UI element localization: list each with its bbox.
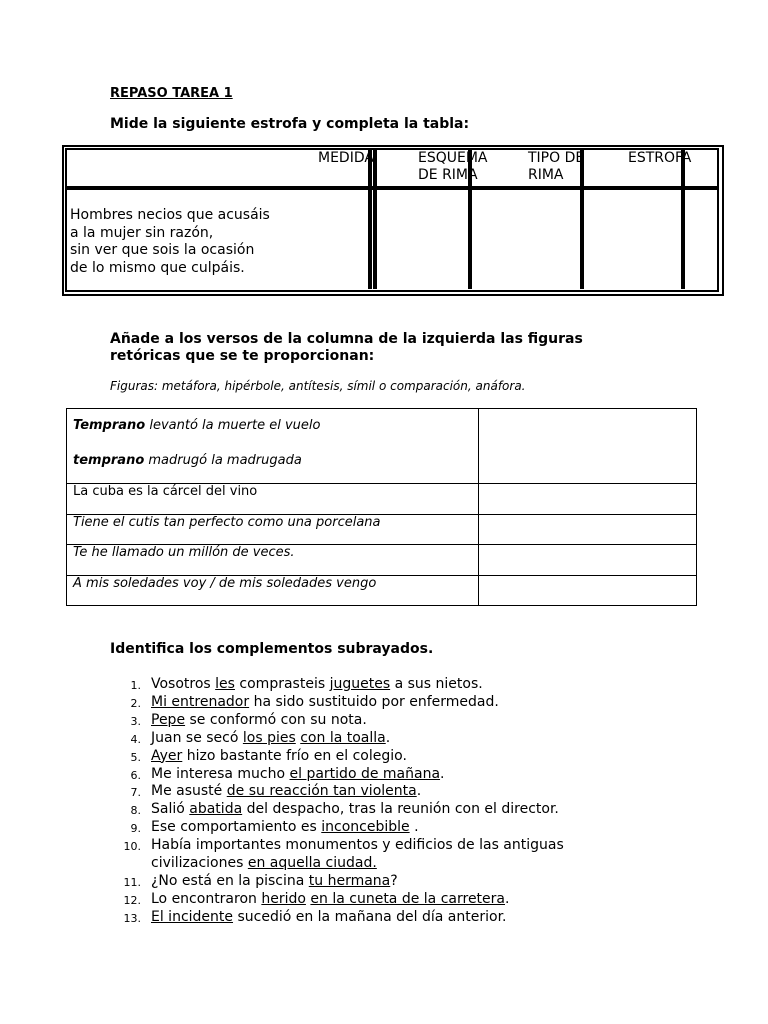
sentence-text: sucedió en la mañana del día anterior. [233, 908, 507, 925]
header-estrofa: ESTROFA [628, 150, 692, 166]
underlined-complement: en aquella ciudad. [247, 855, 377, 872]
page-title: REPASO TAREA 1 [110, 86, 233, 101]
section1-heading: Mide la siguiente estrofa y completa la tabla: [110, 116, 470, 132]
item-number: 7. [130, 786, 141, 800]
item-number: 9. [130, 822, 141, 836]
item-number: 4. [130, 732, 141, 746]
section3-heading: Identifica los complementos subrayados. [110, 641, 434, 657]
underlined-complement: de su reacción tan violenta [226, 783, 417, 800]
list-item [110, 909, 650, 927]
verse-row-2: La cuba es la cárcel del vino [73, 484, 258, 499]
sentence-text: ¿No está en la piscina [151, 872, 309, 889]
underlined-complement: con la toalla [300, 729, 386, 746]
underlined-complement: Ayer [151, 747, 183, 764]
list-item [110, 730, 650, 748]
sentence-text: Vosotros [151, 676, 216, 692]
sentence-text: Salió [151, 801, 190, 818]
sentence-text: del despacho, tras la reunión con el director. [242, 801, 559, 818]
poem-stanza: Hombres necios que acusáis a la mujer sin razón, sin ver que sois la ocasión de lo mismo que culpáis. [70, 207, 270, 276]
underlined-complement: abatida [189, 801, 243, 818]
sentence-text: . [409, 819, 419, 836]
list-item [110, 837, 650, 873]
header-esquema: ESQUEMA DE RIMA [418, 150, 488, 183]
item-number: 8. [130, 804, 141, 818]
verse-row-3: Tiene el cutis tan perfecto como una porcelana [73, 515, 381, 530]
underlined-complement: herido [261, 890, 306, 907]
item-number: 12. [123, 893, 141, 907]
list-item [110, 819, 650, 837]
underlined-complement: tu hermana [308, 872, 391, 889]
list-item [110, 712, 650, 730]
verse-row-4: Te he llamado un millón de veces. [73, 545, 295, 560]
header-medida: MEDIDA [318, 150, 374, 166]
item-number: 3. [130, 714, 141, 728]
figures-list: Figuras: metáfora, hipérbole, antítesis, símil o comparación, anáfora. [110, 379, 526, 393]
underlined-complement: los pies [242, 729, 296, 746]
sentence-text: ? [390, 872, 398, 889]
list-item [110, 694, 650, 712]
sentence-text: Ese comportamiento es [151, 819, 322, 836]
sentence-text: hizo bastante frío en el colegio. [182, 747, 407, 764]
sentence-text: Me interesa mucho [151, 765, 290, 782]
underlined-complement: El incidente [151, 908, 234, 925]
underlined-complement: el partido de mañana [289, 765, 441, 782]
sentence-text: . [385, 729, 391, 746]
item-number: 2. [130, 696, 141, 710]
list-item [110, 801, 650, 819]
section2-heading: Añade a los versos de la columna de la izquierda las figuras retóricas que se te proporcionan: [110, 331, 583, 364]
figures-table [66, 408, 697, 606]
header-tipo: TIPO DE RIMA [528, 150, 585, 183]
sentence-text: Me asusté [151, 783, 227, 800]
item-number: 10. [123, 840, 141, 854]
list-item [110, 748, 650, 766]
list-item [110, 783, 650, 801]
underlined-complement: inconcebible [321, 819, 410, 836]
underlined-complement: les [215, 676, 235, 692]
underlined-complement: Pepe [151, 711, 186, 728]
verse-row-1: Temprano levantó la muerte el vuelo temprano madrugó la madrugada [73, 418, 321, 468]
sentence-text: Lo encontraron [151, 890, 262, 907]
sentence-text: ha sido sustituido por enfermedad. [249, 693, 499, 710]
sentence-text: . [505, 890, 510, 907]
list-item [110, 873, 650, 891]
verse-row-5: A mis soledades voy / de mis soledades vengo [73, 576, 377, 591]
underlined-complement: juguetes [329, 676, 391, 692]
underlined-complement: en la cuneta de la carretera [310, 890, 505, 907]
meter-table [62, 145, 724, 296]
item-number: 13. [123, 911, 141, 925]
item-number: 11. [123, 875, 141, 889]
sentence-text: Juan se secó [151, 729, 243, 746]
list-item [110, 766, 650, 784]
sentence-list [110, 676, 650, 927]
item-number: 1. [130, 679, 141, 692]
sentence-text: se conformó con su nota. [185, 711, 367, 728]
item-number: 5. [130, 750, 141, 764]
sentence-text: . [416, 783, 422, 800]
sentence-text: Había importantes monumentos y edificios de las antiguas civilizaciones [151, 837, 564, 872]
list-item [110, 676, 650, 694]
list-item [110, 891, 650, 909]
sentence-text: . [440, 765, 445, 782]
sentence-text: comprasteis [234, 676, 330, 692]
underlined-complement: Mi entrenador [151, 693, 250, 710]
sentence-text: a sus nietos. [390, 676, 483, 692]
item-number: 6. [130, 768, 141, 782]
